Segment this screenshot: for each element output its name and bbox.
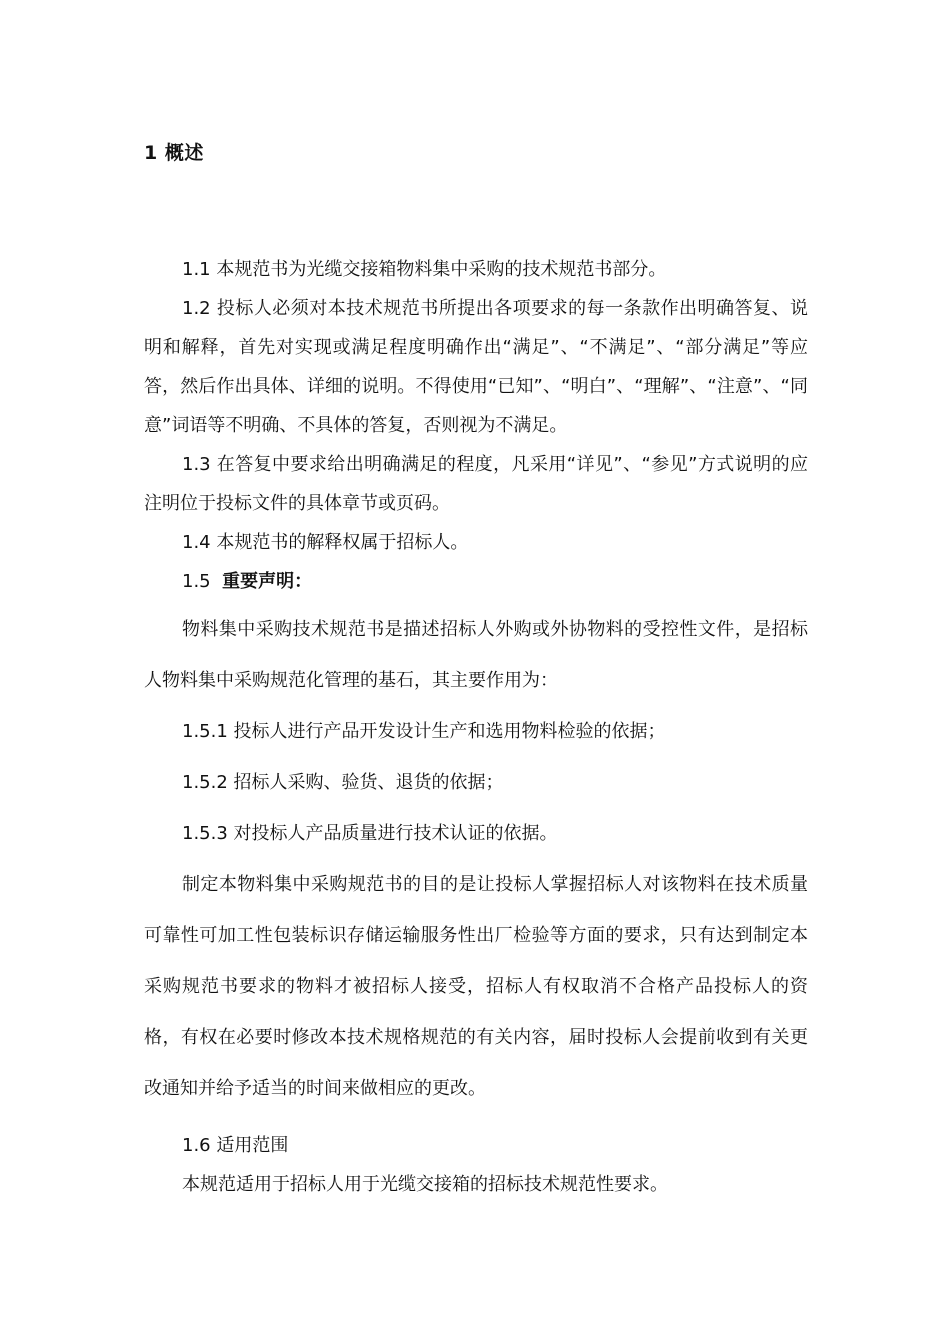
section-number-1-5: 1.5 bbox=[182, 571, 211, 592]
statement-intro-paragraph: 物料集中采购技术规范书是描述招标人外购或外协物料的受控性文件，是招标人物料集中采购规范化管理的基石，其主要作用为： bbox=[144, 619, 808, 691]
paragraph-1-1: 1.1 本规范书为光缆交接箱物料集中采购的技术规范书部分。 bbox=[182, 259, 667, 280]
paragraph-1-2: 1.2 投标人必须对本技术规范书所提出各项要求的每一条款作出明确答复、说明和解释，首先对实现或满足程度明确作出“满足”、“不满足”、“部分满足”等应答，然后作出具体、详细的说明。不得使用“已知”、“明白”、“理解”、“注意”、“同意”词语等不明确、不具体的答复，否则视为不满足。 bbox=[144, 298, 808, 436]
paragraph-1-5-3: 1.5.3 对投标人产品质量进行技术认证的依据。 bbox=[182, 823, 558, 844]
purpose-paragraph: 制定本物料集中采购规范书的目的是让投标人掌握招标人对该物料在技术质量可靠性可加工性包装标识存储运输服务性出厂检验等方面的要求，只有达到制定本采购规范书要求的物料才被招标人接受，招标人有权取消不合格产品投标人的资格，有权在必要时修改本技术规格规范的有关内容，届时投标人会提前收到有关更改通知并给予适当的时间来做相应的更改。 bbox=[144, 874, 808, 1099]
paragraph-1-6: 1.6 适用范围 bbox=[182, 1135, 289, 1156]
paragraph-1-4: 1.4 本规范书的解释权属于招标人。 bbox=[182, 532, 469, 553]
scope-paragraph: 本规范适用于招标人用于光缆交接箱的招标技术规范性要求。 bbox=[182, 1174, 668, 1195]
section-heading: 1 概述 bbox=[144, 142, 204, 164]
paragraph-1-3: 1.3 在答复中要求给出明确满足的程度，凡采用“详见”、“参见”方式说明的应注明位于投标文件的具体章节或页码。 bbox=[144, 454, 808, 514]
document-body bbox=[144, 250, 808, 1204]
paragraph-1-5-2: 1.5.2 招标人采购、验货、退货的依据； bbox=[182, 772, 504, 793]
important-statement-title: 重要声明： bbox=[222, 571, 313, 592]
paragraph-1-5-1: 1.5.1 投标人进行产品开发设计生产和选用物料检验的依据； bbox=[182, 721, 666, 742]
paragraph-1-5 bbox=[144, 562, 808, 601]
